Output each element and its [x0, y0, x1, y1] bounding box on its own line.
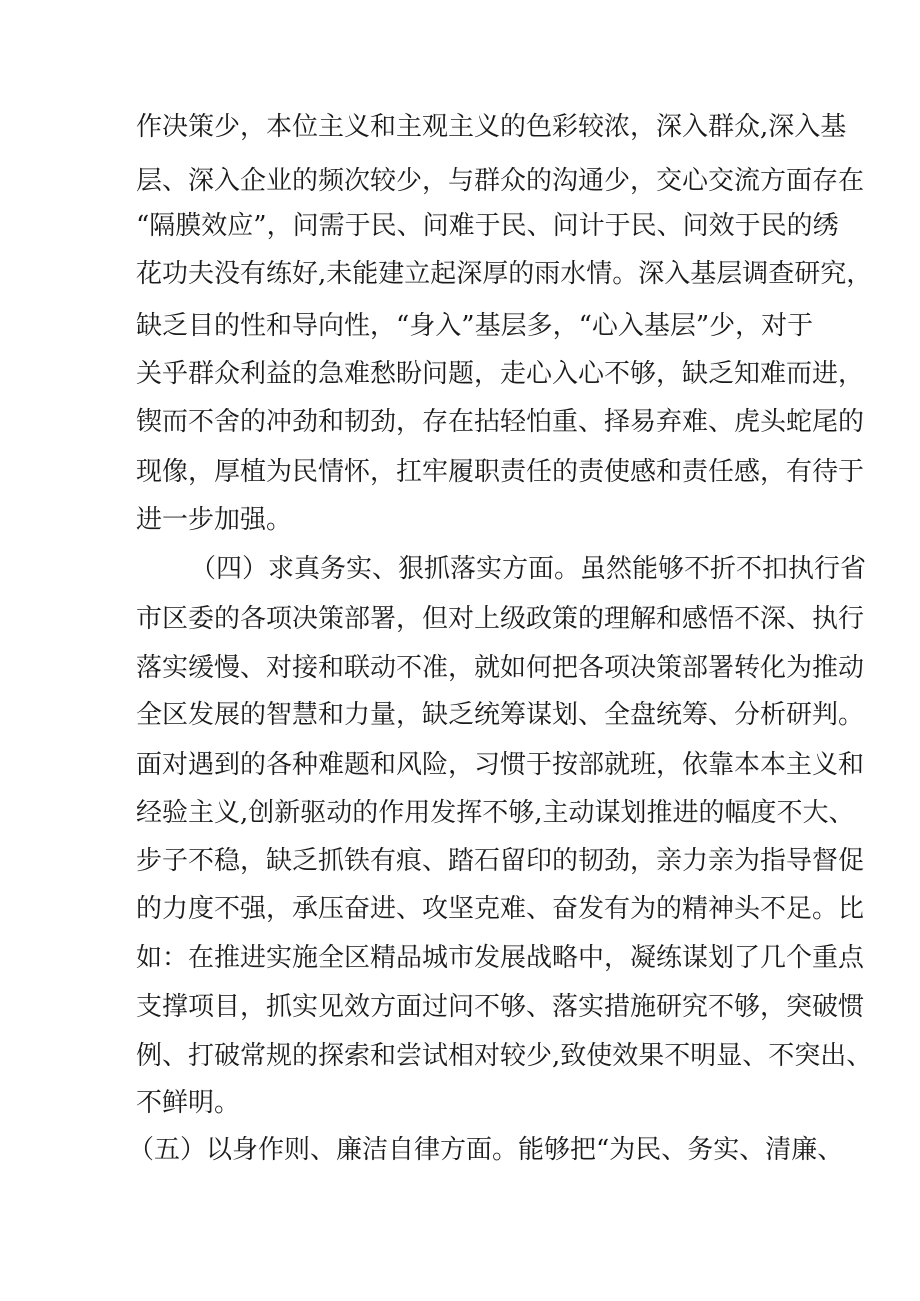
text-line: 进一步加强。 [136, 505, 293, 535]
text-line: 关乎群众利益的急难愁盼问题，走心入心不够，缺乏知难而进， [136, 359, 865, 389]
text-line: 现像，厚植为民情怀，扛牢履职责任的责使感和责任感，有待于 [136, 457, 865, 487]
text-line: 如：在推进实施全区精品城市发展战略中，凝练谋划了几个重点 [136, 943, 865, 973]
section-heading-line: （四）求真务实、狠抓落实方面。虽然能够不折不扣执行省 [190, 554, 867, 584]
text-line: 支撑项目，抓实见效方面过问不够、落实措施研究不够，突破惯 [136, 992, 865, 1022]
text-line: 作决策少，本位主义和主观主义的色彩较浓，深入群众,深入基 [136, 112, 847, 142]
text-line: 缺乏目的性和导向性，“身入”基层多，“心入基层”少，对于 [136, 311, 814, 341]
text-line: 层、深入企业的频次较少，与群众的沟通少，交心交流方面存在 [136, 166, 865, 196]
text-line: 市区委的各项决策部署，但对上级政策的理解和感悟不深、执行 [136, 604, 865, 634]
text-line: 不鲜明。 [136, 1088, 241, 1118]
text-line: 的力度不强，承压奋进、攻坚克难、奋发有为的精神头不足。比 [136, 894, 865, 924]
text-line: 花功夫没有练好,未能建立起深厚的雨水情。深入基层调查研究， [136, 259, 873, 289]
text-line: 经验主义,创新驱动的作用发挥不够,主动谋划推进的幅度不大、 [136, 798, 855, 828]
text-line: 步子不稳，缺乏抓铁有痕、踏石留印的韧劲，亲力亲为指导督促 [136, 846, 865, 876]
text-line: 锲而不舍的冲劲和韧劲，存在拈轻怕重、择易弃难、虎头蛇尾的 [136, 407, 865, 437]
text-line: 例、打破常规的探索和尝试相对较少,致使效果不明显、不突出、 [136, 1041, 873, 1071]
text-line: 全区发展的智慧和力量，缺乏统筹谋划、全盘统筹、分析研判。 [136, 700, 865, 730]
text-line: “隔膜效应”，问需于民、问难于民、问计于民、问效于民的绣 [136, 211, 839, 241]
text-line: 落实缓慢、对接和联动不准，就如何把各项决策部署转化为推动 [136, 653, 865, 683]
section-heading-line: （五）以身作则、廉洁自律方面。能够把“为民、务实、清廉、 [128, 1135, 844, 1165]
text-line: 面对遇到的各种难题和风险，习惯于按部就班，依靠本本主义和 [136, 750, 865, 780]
